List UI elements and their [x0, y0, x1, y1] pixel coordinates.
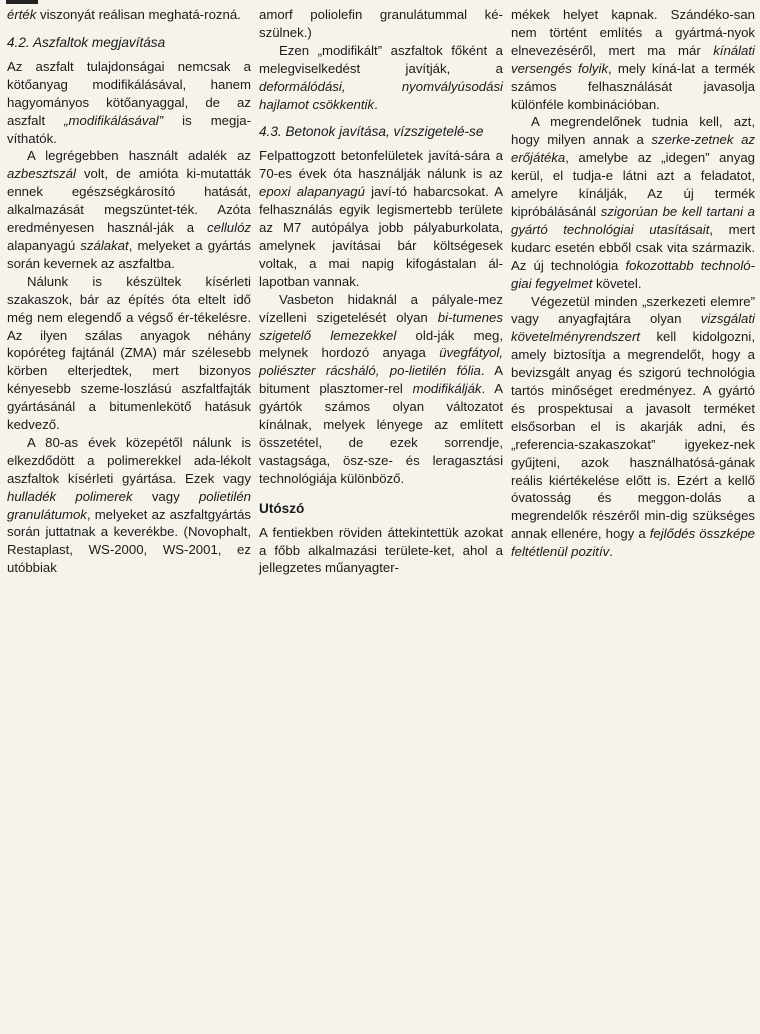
paragraph: [511, 293, 755, 562]
text-run: alapanyagú: [7, 237, 81, 253]
text-run: , mely kíná-lat a termék számos felhasználását javasolja különféle kombinációban.: [511, 60, 756, 112]
text-run: , melyeket az aszfaltgyártás során juttatnak a keverékbe. (Novophalt, Restaplast, WS-2000, WS-2001, ez utóbbiak: [7, 506, 251, 576]
text-run: A fentiekben röviden áttekintettük azokat a főbb alkalmazási területe-ket, ahol a jellegzetes műanyagter-: [259, 524, 503, 576]
emphasis-text: szerke-zetnek az erőjátéka: [511, 132, 755, 166]
text-run: . A gyártók számos olyan változatot kínálnak, melyek lényege az említett összetétel, de ezek sorrendje, vastagsága, ösz-sze- és leragasztási technológiája különböző.: [259, 381, 503, 486]
text-run: .: [609, 544, 613, 560]
top-rule: [6, 0, 38, 4]
paragraph: [259, 6, 503, 42]
text-run: Végezetül minden „szerkezeti elemre” vagy anyagfajtára olyan: [511, 293, 755, 327]
section-heading-utoszo: Utószó: [259, 500, 305, 516]
text-run: A legrégebben használt adalék az: [27, 148, 251, 164]
paragraph: [7, 6, 251, 24]
text-run: Ezen „modifikált” aszfaltok főként a melegviselkedést javítják, a: [259, 42, 503, 76]
emphasis-text: „modifikálásával”: [64, 112, 164, 128]
section-heading-4-3: 4.3. Betonok javítása, vízszigetelé-se: [259, 124, 484, 140]
text-run: Az aszfalt tulajdonságai nemcsak a kötőanyag modifikálásával, hanem hagyományos kötőanyaggal, de az aszfalt: [7, 58, 251, 128]
emphasis-text: polietilén granulátumok: [7, 488, 251, 522]
emphasis-text: kínálati versengés folyik: [511, 42, 755, 76]
text-run: A 80-as évek közepétől nálunk is elkezdődött a polimerekkel ada-lékolt aszfaltok kísérleti gyártása. Ezek vagy: [7, 434, 251, 486]
text-run: amorf poliolefin granulátummal ké-szülnek.): [259, 7, 503, 40]
text-run: , melyeket a gyártás során kevernek az aszfaltba.: [7, 237, 251, 271]
text-run: , amelybe az „idegen” anyag kerül, el tudja-e látni azt a feladatot, amelyre kínálják, Az új termék kipróbálásánál: [511, 150, 755, 219]
text-run: is megja-víthatók.: [7, 112, 251, 146]
column-1: [7, 6, 251, 696]
paragraph: [259, 291, 503, 488]
emphasis-text: bi-tumenes szigetelő lemezekkel: [259, 309, 503, 343]
text-run: kell kidolgozni, amely biztosítja a megrendelőt, hogy a bevizsgált anyag és szigorú technológia tartós minőséget eredményez. A gyártó és prospektusai a javasolt terméket elsősorban el is akarják adni, és „referencia-szakaszokat” igyekez-nek gyűjteni, azok használhatósá-gának reális kiértékelése előtt is. Ezért a kellő óvatosság és meggon-dolás a megrendelők részéről min-dig szükséges annak ellenére, hogy a: [511, 329, 755, 542]
emphasis-text: fejlődés összképe feltétlenül pozitív: [511, 526, 755, 560]
column-2: [259, 6, 503, 696]
text-run: követel.: [592, 275, 642, 291]
text-run: A megrendelőnek tudnia kell, azt, hogy milyen annak a: [511, 114, 755, 148]
article-page: [7, 6, 757, 696]
paragraph: [259, 42, 503, 114]
text-run: . A bitument plasztomer-rel: [259, 363, 503, 397]
paragraph: [7, 273, 251, 434]
emphasis-text: azbesztszál: [7, 166, 76, 182]
emphasis-text: üvegfátyol, poliészter rácsháló, po-lietilén fólia: [259, 345, 503, 379]
text-run: Vasbeton hidaknál a pályale-mez vízelleni szigetelését olyan: [259, 291, 503, 325]
paragraph: [7, 434, 251, 577]
emphasis-text: szigorúan be kell tartani a gyártó technológiai utasításait: [511, 203, 755, 237]
paragraph: [511, 113, 755, 292]
text-run: javí-tó habarcsokat. A felhasználás egyik legismertebb területe az M7 autópálya jobb pályaburkolata, amelynek javításai bár költségesek voltak, a mai napig kifogástalan ál-lapotban vannak.: [259, 184, 503, 289]
emphasis-text: cellulóz: [207, 220, 251, 236]
text-run: viszonyát reálisan meghatá-rozná.: [36, 7, 241, 22]
text-run: volt, de amióta ki-mutatták ennek egészségkárosító hatását, alkalmazását megszüntet-ték. Azóta eredményesen használ-ják a: [7, 166, 251, 236]
column-3: [511, 6, 755, 696]
text-run: vagy: [132, 488, 199, 504]
emphasis-text: epoxi alapanyagú: [259, 184, 365, 200]
emphasis-text: deformálódási, nyomvályúsodási hajlamot csökkentik: [259, 78, 503, 112]
section-heading-4-2: 4.2. Aszfaltok megjavítása: [7, 34, 166, 50]
emphasis-text: vizsgálati követelményrendszert: [511, 311, 755, 345]
paragraph: [7, 147, 251, 272]
text-run: Felpattogzott betonfelületek javítá-sára a 70-es évek óta használják nálunk is az: [259, 148, 503, 182]
text-run: , mert kudarc esetén ebből csak vita származik. Az új technológia: [511, 221, 755, 273]
text-run: Nálunk is készültek kísérleti szakaszok, bár az építés óta eltelt idő még nem elegendő a végső ér-tékelésre. Az ilyen szálas anyagok néhány kopóréteg fajtánál (ZMA) már szélesebb körben elterjedtek, mert bizonyos kényesebb szeme-loszlású aszfaltfajták gyártásánál a bitumenlekötő hatásuk kedvező.: [7, 273, 251, 433]
text-run: .: [374, 96, 378, 112]
text-run: mékek helyet kapnak. Szándéko-san nem történt említés a gyártmá-nyok elnevezéséről, mert ma már: [511, 7, 755, 58]
paragraph: [511, 6, 755, 113]
text-run: old-ják meg, melynek hordozó anyaga: [259, 327, 503, 361]
emphasis-text: érték: [7, 7, 37, 22]
paragraph: [259, 147, 503, 290]
paragraph: [259, 524, 503, 578]
emphasis-text: modifikálják: [412, 381, 482, 397]
emphasis-text: szálakat: [80, 237, 129, 253]
emphasis-text: fokozottabb technoló-giai fegyelmet: [511, 257, 755, 291]
paragraph: [7, 58, 251, 148]
emphasis-text: hulladék polimerek: [7, 488, 133, 504]
